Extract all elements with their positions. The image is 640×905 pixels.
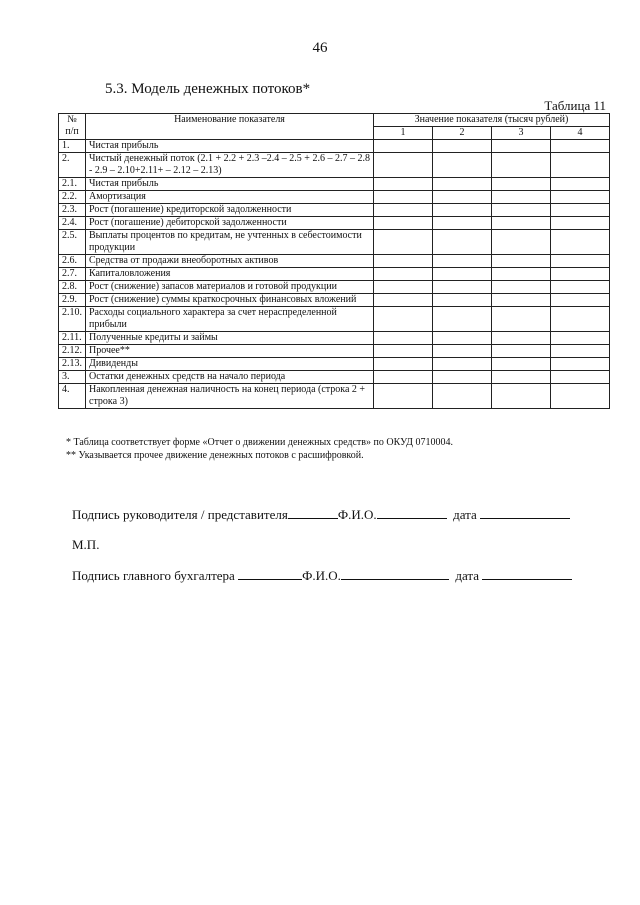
table-row <box>59 140 610 153</box>
value-cell <box>433 384 492 409</box>
row-name: Чистая прибыль <box>86 140 374 153</box>
value-cell <box>551 358 610 371</box>
accountant-signature-line <box>72 567 572 584</box>
value-cell <box>551 217 610 230</box>
value-cell <box>374 332 433 345</box>
value-cell <box>433 371 492 384</box>
date-blank <box>480 506 570 519</box>
value-cell <box>374 217 433 230</box>
fio-label: Ф.И.О. <box>302 568 341 583</box>
value-cell <box>433 332 492 345</box>
value-cell <box>374 255 433 268</box>
value-cell <box>492 191 551 204</box>
row-number: 2. <box>59 153 86 178</box>
value-cell <box>433 204 492 217</box>
table-row <box>59 294 610 307</box>
value-cell <box>433 358 492 371</box>
value-cell <box>551 191 610 204</box>
value-cell <box>374 140 433 153</box>
value-cell <box>492 294 551 307</box>
table-row <box>59 281 610 294</box>
header-value-col: 3 <box>492 127 551 140</box>
row-name: Полученные кредиты и займы <box>86 332 374 345</box>
value-cell <box>551 294 610 307</box>
table-row <box>59 358 610 371</box>
value-cell <box>492 281 551 294</box>
row-number: 2.2. <box>59 191 86 204</box>
stamp-label: М.П. <box>72 537 100 552</box>
row-number: 2.1. <box>59 178 86 191</box>
value-cell <box>551 230 610 255</box>
value-cell <box>374 191 433 204</box>
fio-blank <box>377 506 447 519</box>
date-blank <box>482 567 572 580</box>
value-cell <box>492 255 551 268</box>
date-label: дата <box>455 568 480 583</box>
row-number: 1. <box>59 140 86 153</box>
table-row <box>59 332 610 345</box>
fio-label: Ф.И.О. <box>337 507 377 522</box>
row-name: Капиталовложения <box>86 268 374 281</box>
row-name: Рост (погашение) дебиторской задолженности <box>86 217 374 230</box>
value-cell <box>433 191 492 204</box>
value-cell <box>492 153 551 178</box>
value-cell <box>374 178 433 191</box>
table-row <box>59 178 610 191</box>
value-cell <box>551 178 610 191</box>
footnotes <box>66 436 453 462</box>
row-name: Рост (снижение) запасов материалов и готовой продукции <box>86 281 374 294</box>
value-cell <box>433 178 492 191</box>
row-name: Прочее** <box>86 345 374 358</box>
row-name: Средства от продажи внеоборотных активов <box>86 255 374 268</box>
value-cell <box>492 204 551 217</box>
row-number: 2.8. <box>59 281 86 294</box>
table-row <box>59 384 610 409</box>
row-number: 2.13. <box>59 358 86 371</box>
row-number: 2.5. <box>59 230 86 255</box>
table-row <box>59 191 610 204</box>
value-cell <box>433 230 492 255</box>
value-cell <box>374 268 433 281</box>
row-name: Выплаты процентов по кредитам, не учтенных в себестоимости продукции <box>86 230 374 255</box>
header-value-col: 2 <box>433 127 492 140</box>
value-cell <box>433 281 492 294</box>
value-cell <box>374 384 433 409</box>
row-name: Чистый денежный поток (2.1 + 2.2 + 2.3 –2.4 – 2.5 + 2.6 – 2.7 – 2.8 - 2.9 – 2.10+2.11+ – 2.12 – 2.13) <box>86 153 374 178</box>
row-number: 2.6. <box>59 255 86 268</box>
row-name: Остатки денежных средств на начало периода <box>86 371 374 384</box>
row-name: Накопленная денежная наличность на конец периода (строка 2 + строка 3) <box>86 384 374 409</box>
header-name: Наименование показателя <box>86 114 374 140</box>
value-cell <box>551 371 610 384</box>
value-cell <box>374 307 433 332</box>
value-cell <box>492 358 551 371</box>
value-cell <box>374 204 433 217</box>
row-number: 2.3. <box>59 204 86 217</box>
value-cell <box>433 140 492 153</box>
value-cell <box>433 153 492 178</box>
cash-flow-table <box>58 113 610 409</box>
value-cell <box>492 371 551 384</box>
manager-signature-line <box>72 506 570 523</box>
table-row <box>59 255 610 268</box>
row-number: 2.12. <box>59 345 86 358</box>
table-row <box>59 153 610 178</box>
value-cell <box>433 307 492 332</box>
value-cell <box>551 345 610 358</box>
date-label: дата <box>453 507 477 522</box>
value-cell <box>492 217 551 230</box>
value-cell <box>374 230 433 255</box>
value-cell <box>374 281 433 294</box>
row-number: 2.11. <box>59 332 86 345</box>
table-row <box>59 217 610 230</box>
header-value-col: 1 <box>374 127 433 140</box>
row-number: 4. <box>59 384 86 409</box>
footnote: * Таблица соответствует форме «Отчет о движении денежных средств» по ОКУД 0710004. <box>66 437 453 448</box>
table-row <box>59 345 610 358</box>
row-name: Рост (снижение) суммы краткосрочных финансовых вложений <box>86 294 374 307</box>
value-cell <box>551 255 610 268</box>
value-cell <box>551 140 610 153</box>
table-label: Таблица 11 <box>544 98 606 113</box>
page-number: 46 <box>312 40 328 56</box>
table-row <box>59 268 610 281</box>
row-name: Расходы социального характера за счет нераспределенной прибыли <box>86 307 374 332</box>
value-cell <box>492 384 551 409</box>
value-cell <box>492 178 551 191</box>
value-cell <box>492 332 551 345</box>
table-row <box>59 204 610 217</box>
value-cell <box>374 153 433 178</box>
row-name: Чистая прибыль <box>86 178 374 191</box>
header-values-group: Значение показателя (тысяч рублей) <box>374 114 610 127</box>
value-cell <box>492 140 551 153</box>
value-cell <box>492 230 551 255</box>
row-number: 2.9. <box>59 294 86 307</box>
value-cell <box>492 307 551 332</box>
value-cell <box>551 204 610 217</box>
fio-blank <box>341 567 449 580</box>
value-cell <box>551 281 610 294</box>
value-cell <box>374 345 433 358</box>
value-cell <box>374 371 433 384</box>
row-number: 2.4. <box>59 217 86 230</box>
value-cell <box>551 307 610 332</box>
value-cell <box>551 153 610 178</box>
accountant-signature-label: Подпись главного бухгалтера <box>72 568 235 583</box>
value-cell <box>433 255 492 268</box>
value-cell <box>374 294 433 307</box>
value-cell <box>433 268 492 281</box>
value-cell <box>433 345 492 358</box>
header-num: № п/п <box>59 114 86 140</box>
signature-blank <box>238 567 302 580</box>
row-name: Рост (погашение) кредиторской задолженности <box>86 204 374 217</box>
table-row <box>59 307 610 332</box>
signature-blank <box>288 506 338 519</box>
footnote: ** Указывается прочее движение денежных потоков с расшифровкой. <box>66 450 364 461</box>
value-cell <box>492 268 551 281</box>
row-name: Дивиденды <box>86 358 374 371</box>
manager-signature-label: Подпись руководителя / представителя <box>72 507 288 522</box>
value-cell <box>551 384 610 409</box>
value-cell <box>551 332 610 345</box>
value-cell <box>433 294 492 307</box>
table-row <box>59 230 610 255</box>
row-name: Амортизация <box>86 191 374 204</box>
row-number: 3. <box>59 371 86 384</box>
value-cell <box>492 345 551 358</box>
value-cell <box>551 268 610 281</box>
value-cell <box>374 358 433 371</box>
value-cell <box>433 217 492 230</box>
header-value-col: 4 <box>551 127 610 140</box>
row-number: 2.7. <box>59 268 86 281</box>
table-row <box>59 371 610 384</box>
row-number: 2.10. <box>59 307 86 332</box>
section-title: 5.3. Модель денежных потоков* <box>105 81 311 97</box>
